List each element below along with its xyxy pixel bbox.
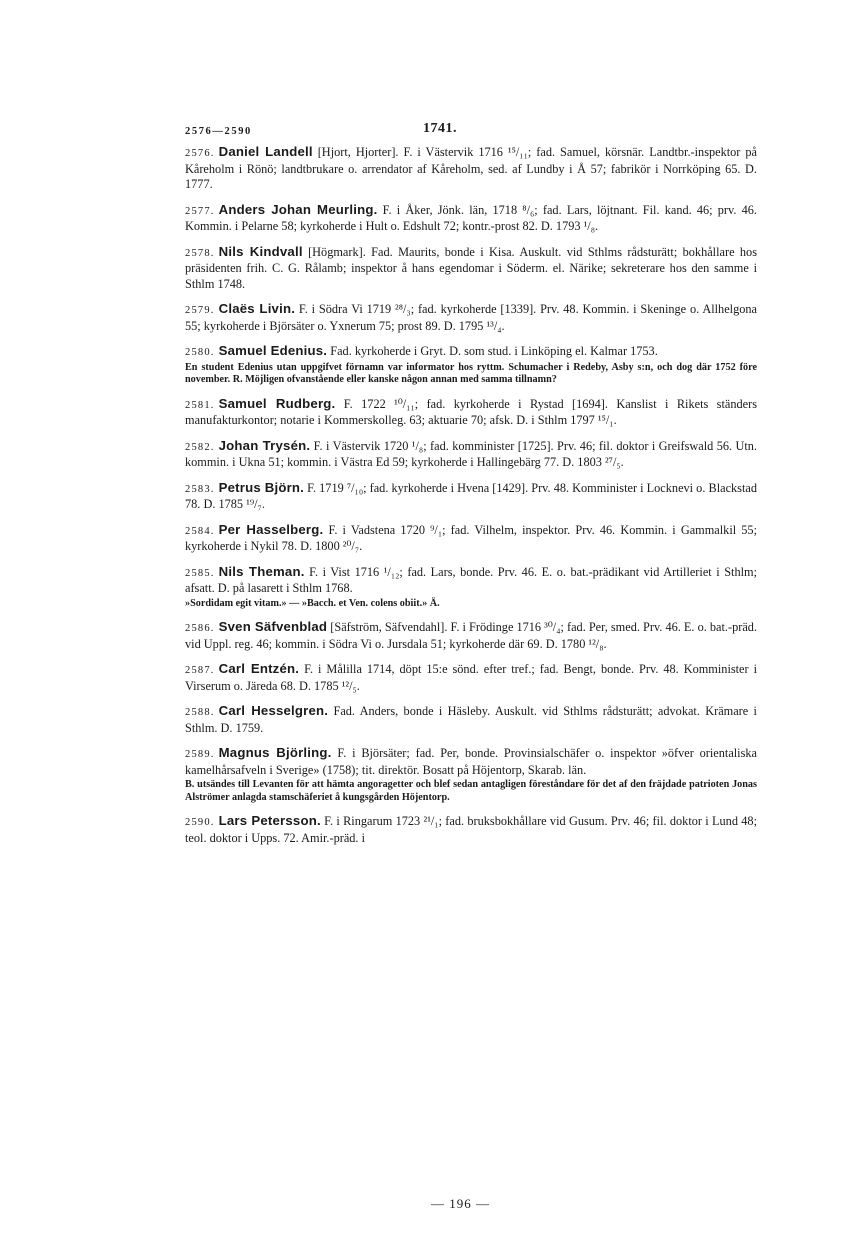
- entry-number: 2577.: [185, 205, 215, 217]
- entry-text: F. 1722 ¹⁰/₁₁; fad. kyrkoherde i Rystad [1694]. Kanslist i Rikets ständers manufakturkontor; notarie i Kommerskolleg. 63; aktuarie 70; afsk. D. i Sthlm 1797 ¹⁵/₁.: [185, 396, 757, 428]
- entry: [185, 619, 757, 652]
- entry-text: F. i Vist 1716 ¹/₁₂; fad. Lars, bonde. Prv. 46. E. o. bat.-prädikant vid Artilleriet i Sthlm; afsatt. D. på lasarett i Sthlm 1768.: [185, 564, 757, 596]
- entry: [185, 343, 757, 387]
- entry-text: F. i Västervik 1720 ¹/₈; fad. komminister [1725]. Prv. 46; fil. doktor i Greifswald 56. Utn. kommin. i Ukna 51; kommin. i Västra Ed 59; kyrkoherde i Hallingebärg 77. D. 1803 ²⁷/₅.: [185, 438, 758, 470]
- person-name: Carl Hesselgren.: [218, 703, 329, 719]
- entry: [185, 244, 757, 293]
- person-name: Samuel Edenius.: [218, 343, 328, 358]
- entry-note: »Sordidam egit vitam.» — »Bacch. et Ven. colens obiit.» Ä.: [185, 597, 440, 609]
- entry-list: [185, 144, 757, 846]
- running-header: [185, 118, 757, 144]
- entry-number: 2589.: [185, 749, 215, 761]
- entry-number: 2580.: [185, 347, 215, 358]
- person-name: Claës Livin.: [218, 301, 296, 316]
- entry-note: B. utsändes till Levanten för att hämta angoragetter och blef sedan antagligen föreståndare för det af den fräjdade patrioten Jonas Alströmer anlagda stamschäferiet å kungsgården Höjentorp.: [185, 779, 757, 803]
- entry: [185, 144, 757, 193]
- entry-text: Fad. Anders, bonde i Häsleby. Auskult. vid Sthlms rådsturätt; advokat. Krämare i Sthlm. D. 1759.: [185, 704, 757, 735]
- person-name: Carl Entzén.: [218, 661, 300, 677]
- entry-text: [Säfström, Säfvendahl]. F. i Frödinge 1716 ³⁰/₄; fad. Per, smed. Prv. 46. E. o. bat.-präd. vid Uppl. reg. 46; kommin. i Södra Vi o. Jursdala 51; kyrkoherde där 69. D. 1780 ¹²/₈.: [185, 620, 758, 651]
- entry-number: 2588.: [185, 707, 215, 719]
- entry-text: F. i Målilla 1714, döpt 15:e sönd. efter tref.; fad. Bengt, bonde. Prv. 48. Komminister i Virserum o. Järeda 68. D. 1785 ¹²/₅.: [185, 662, 757, 693]
- person-name: Daniel Landell: [218, 144, 313, 159]
- entry-text: [Högmark]. Fad. Maurits, bonde i Kisa. Auskult. vid Sthlms rådsturätt; bokhållare hos präsidenten frih. C. G. Rålamb; inspektor å hans egendomar i Söderm. el. Närike; sekreterare hos den samme i Sthlm 1748.: [185, 244, 757, 291]
- person-name: Magnus Björling.: [218, 745, 332, 761]
- entry-number: 2578.: [185, 247, 215, 259]
- entry-number: 2581.: [185, 399, 215, 411]
- entry-range: 2576—2590: [185, 126, 252, 137]
- entry-text: F. i Ringarum 1723 ²¹/₁; fad. bruksbokhållare vid Gusum. Prv. 46; fil. doktor i Lund 48; teol. doktor i Upps. 72. Amir.-präd. i: [185, 814, 758, 845]
- person-name: Lars Petersson.: [218, 813, 321, 829]
- entry: [185, 438, 757, 471]
- entry-note: En student Edenius utan uppgifvet förnamn var informator hos ryttm. Schumacher i Redeby, Asby s:n, och dog där 1752 före november. R. Möjligen ofvanstående eller kanske någon annan med samma tillnamn?: [185, 361, 757, 386]
- entry-text: F. i Åker, Jönk. län, 1718 ⁸/₆; fad. Lars, löjtnant. Fil. kand. 46; prv. 46. Kommin. i Pelarne 58; kyrkoherde i Hult o. Edshult 72; kontr.-prost 82. D. 1793 ¹/₈.: [185, 202, 758, 233]
- entry: [185, 396, 757, 429]
- entry: [185, 661, 757, 694]
- entry-text: F. i Björsäter; fad. Per, bonde. Provinsialschäfer o. inspektor »öfver orientaliska kamelhårsafveln i Sverige» (1758); tit. direktör. Bosatt på Höjentorp, Skarab. län.: [185, 746, 757, 777]
- person-name: Sven Säfvenblad: [218, 619, 328, 635]
- entry-text: Fad. kyrkoherde i Gryt. D. som stud. i Linköping el. Kalmar 1753.: [327, 344, 658, 358]
- entry: [185, 202, 757, 235]
- person-name: Petrus Björn.: [218, 479, 305, 495]
- person-name: Samuel Rudberg.: [218, 395, 336, 411]
- entry: [185, 301, 757, 334]
- entry-number: 2579.: [185, 305, 215, 316]
- entry: [185, 564, 757, 611]
- entry-number: 2590.: [185, 817, 215, 829]
- entry-number: 2585.: [185, 567, 215, 579]
- person-name: Johan Trysén.: [218, 437, 311, 453]
- person-name: Anders Johan Meurling.: [218, 201, 378, 217]
- entry: [185, 745, 757, 804]
- entry-number: 2584.: [185, 525, 215, 537]
- document-page: [185, 118, 758, 1211]
- entry-text: [Hjort, Hjorter]. F. i Västervik 1716 ¹⁵/₁₁; fad. Samuel, körsnär. Landtbr.-inspektor på Kåreholm i Rönö; landtbrukare o. arrendator af Kåreholm, sed. af Lundby i Å 57; fabrikör i Norrköping 65. D. 1777.: [185, 145, 757, 191]
- entry-number: 2582.: [185, 441, 215, 453]
- entry-text: F. i Vadstena 1720 ⁹/₁; fad. Vilhelm, inspektor. Prv. 46. Kommin. i Gammalkil 55; kyrkoherde i Nykil 78. D. 1800 ²⁰/₇.: [185, 522, 757, 554]
- entry-text: F. i Södra Vi 1719 ²⁸/₃; fad. kyrkoherde [1339]. Prv. 48. Kommin. i Skeninge o. Allhelgona 55; kyrkoherde i Björsäter o. Yxnerum 75; prost 89. D. 1795 ¹³/₄.: [185, 302, 757, 333]
- entry: [185, 703, 757, 736]
- person-name: Per Hasselberg.: [218, 521, 324, 537]
- person-name: Nils Kindvall: [218, 243, 303, 259]
- entry-text: F. 1719 ⁷/₁₀; fad. kyrkoherde i Hvena [1429]. Prv. 48. Komminister i Locknevi o. Blackstad 78. D. 1785 ¹⁹/₇.: [185, 480, 757, 512]
- entry-number: 2583.: [185, 483, 215, 495]
- entry: [185, 522, 757, 555]
- person-name: Nils Theman.: [218, 563, 305, 579]
- page-number: — 196 —: [431, 1196, 490, 1211]
- entry-number: 2586.: [185, 623, 215, 635]
- entry: [185, 813, 757, 846]
- entry-number: 2576.: [185, 148, 215, 159]
- entry: [185, 480, 757, 513]
- year-heading: 1741.: [423, 121, 457, 136]
- entry-number: 2587.: [185, 665, 215, 677]
